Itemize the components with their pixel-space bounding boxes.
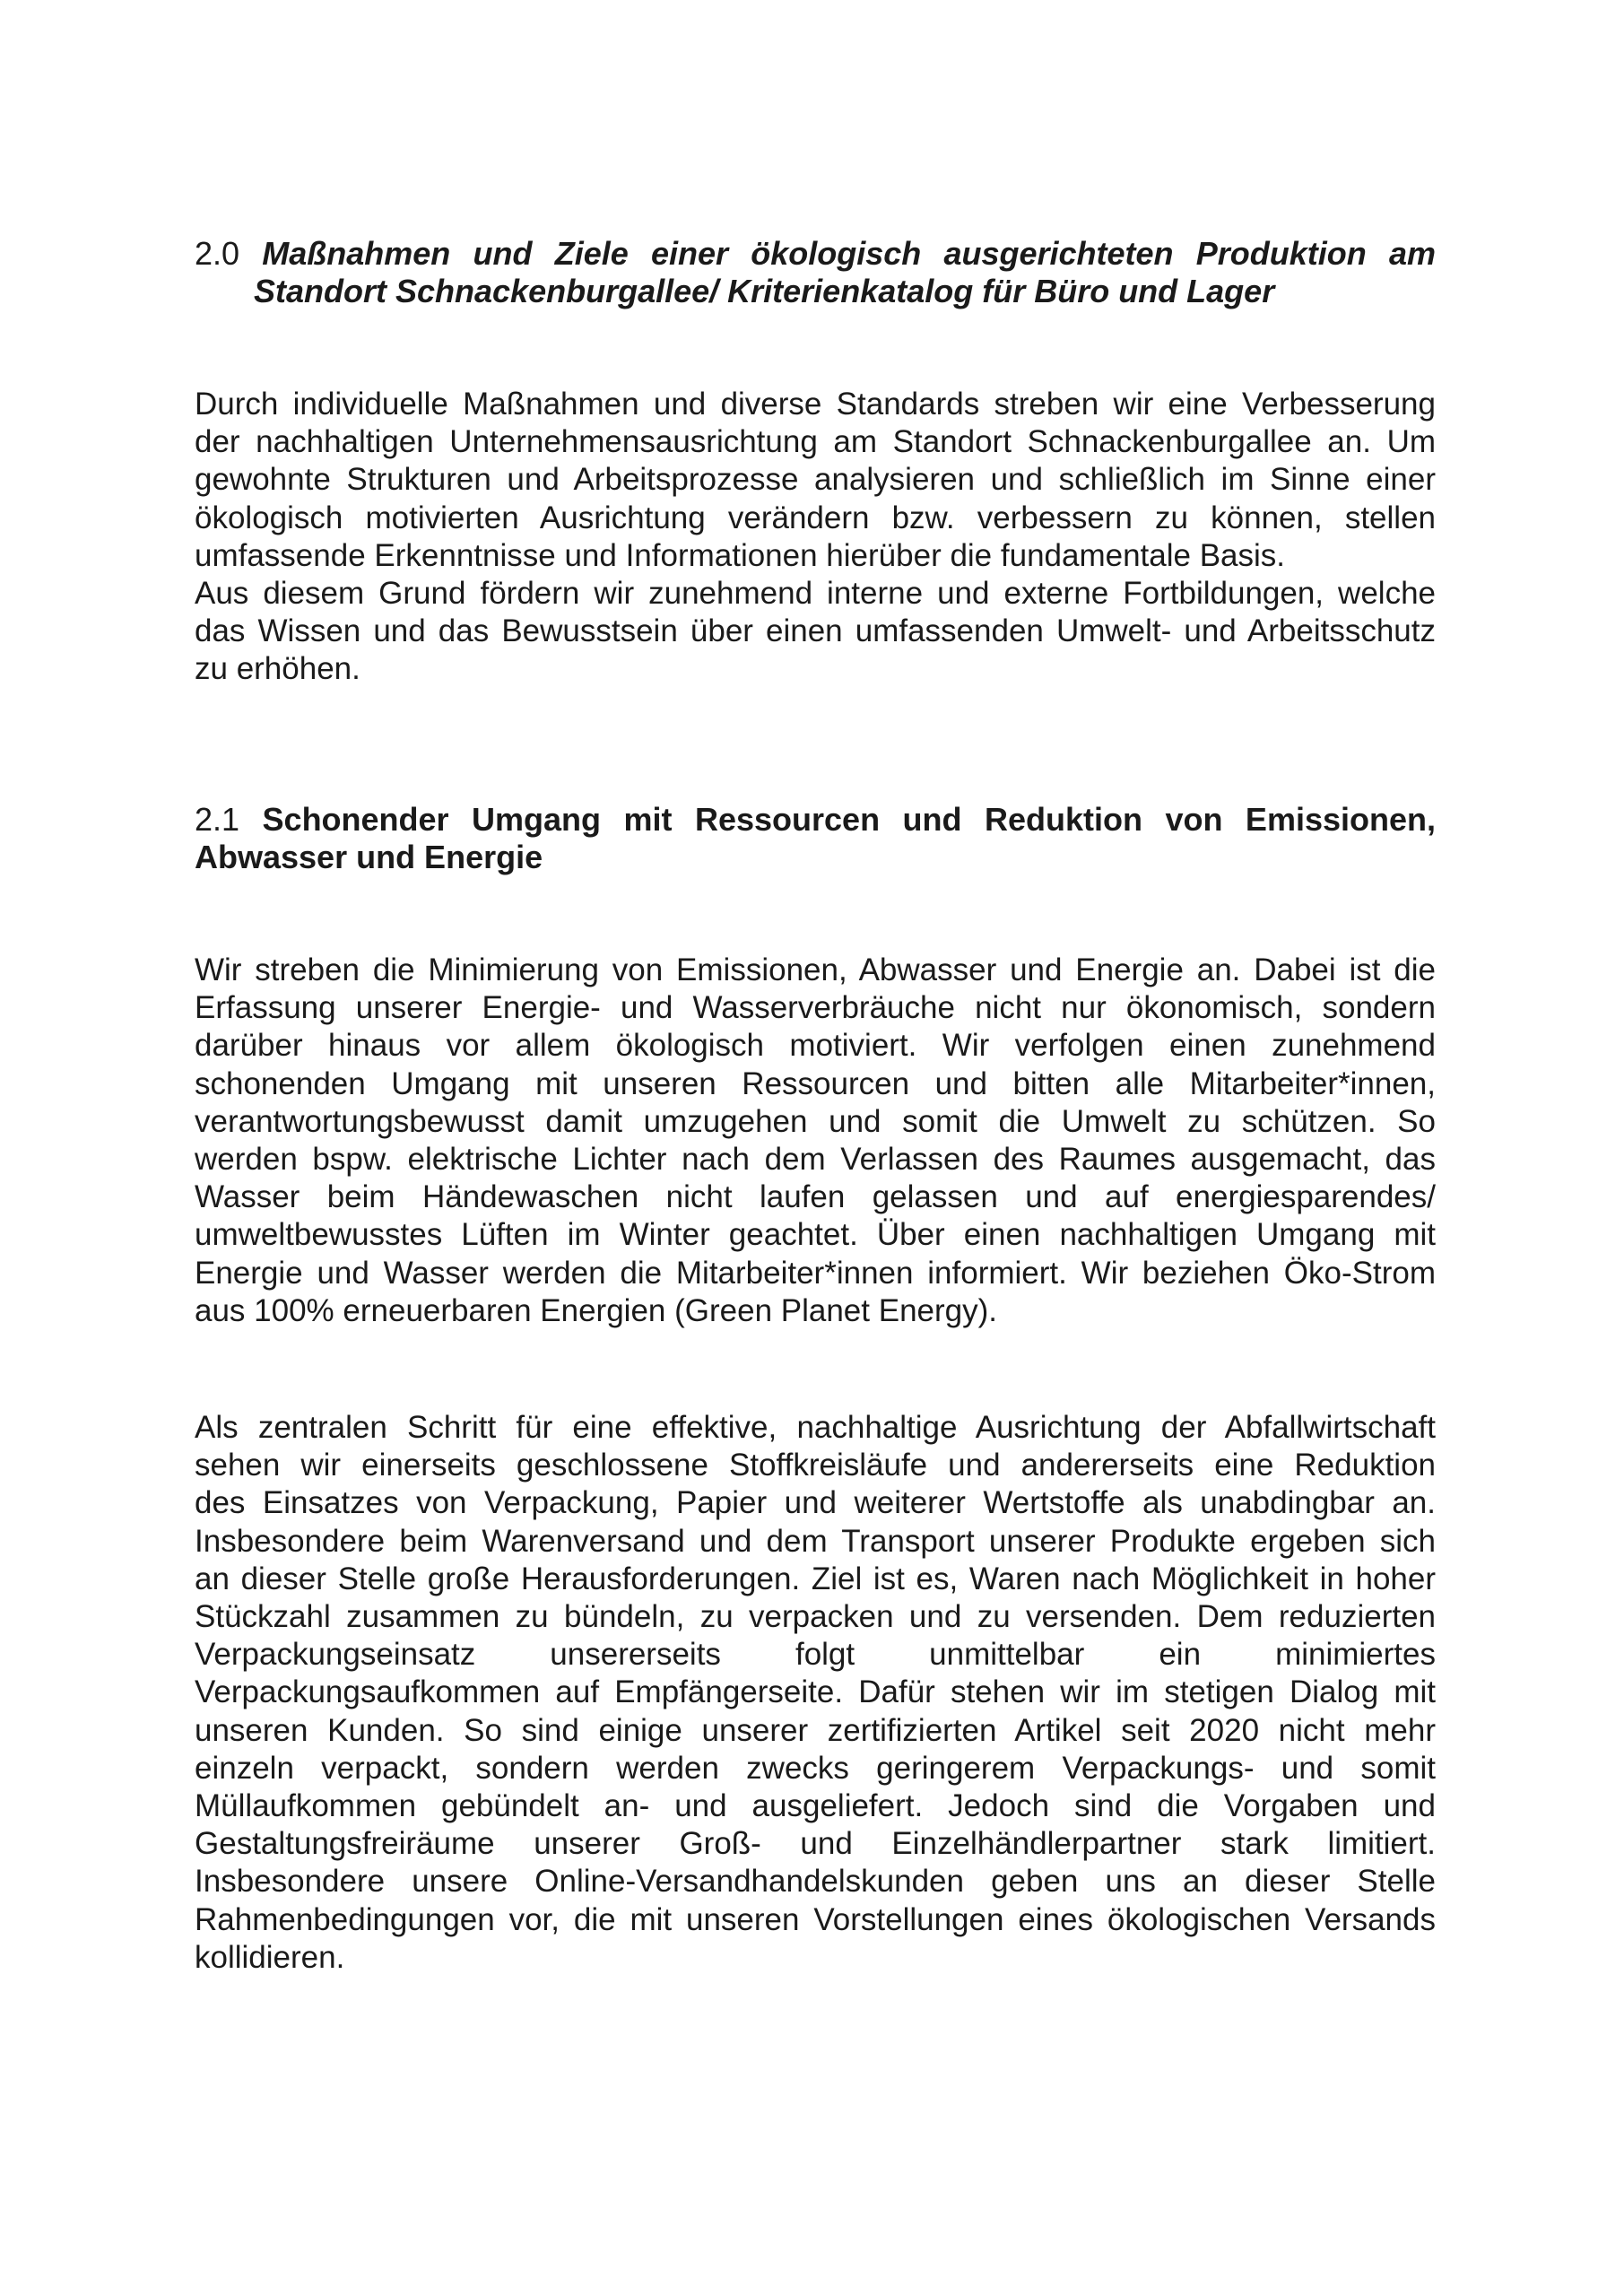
- paragraph-line: werden bspw. elektrische Lichter nach dem Verlassen des Raumes ausgemacht, das: [195, 1142, 1436, 1178]
- section-title: Schonender Umgang mit Ressourcen und Reduktion von Emissionen, Abwasser und Energie: [195, 801, 1436, 875]
- paragraph-intro: [195, 386, 1436, 689]
- paragraph-line: gewohnte Strukturen und Arbeitsprozesse analysieren und schließlich im Sinne einer: [195, 462, 1436, 498]
- paragraph-line: schonenden Umgang mit unseren Ressourcen und bitten alle Mitarbeiter*innen,: [195, 1065, 1436, 1101]
- paragraph-line: der nachhaltigen Unternehmensausrichtung am Standort Schnackenburgallee an. Um: [195, 424, 1436, 460]
- paragraph-line: Gestaltungsfreiräume unserer Groß- und Einzelhändlerpartner stark limitiert.: [195, 1826, 1436, 1862]
- paragraph-resources: [195, 952, 1436, 1330]
- paragraph-line: Stückzahl zusammen zu bündeln, zu verpacken und zu versenden. Dem reduzierten: [195, 1599, 1436, 1635]
- paragraph-line: umweltbewusstes Lüften im Winter geachtet. Über einen nachhaltigen Umgang mit: [195, 1217, 1436, 1253]
- paragraph-line: das Wissen und das Bewusstsein über einen umfassenden Umwelt- und Arbeitsschutz: [195, 613, 1436, 649]
- section-number: 2.0: [195, 235, 240, 272]
- paragraph-line: zu erhöhen.: [195, 651, 360, 687]
- paragraph-line: aus 100% erneuerbaren Energien (Green Planet Energy).: [195, 1292, 997, 1328]
- paragraph-line: Energie und Wasser werden die Mitarbeiter*innen informiert. Wir beziehen Öko-Strom: [195, 1255, 1436, 1291]
- paragraph-line: Verpackungsaufkommen auf Empfängerseite. Dafür stehen wir im stetigen Dialog mit: [195, 1674, 1436, 1710]
- section-number: 2.1: [195, 801, 240, 838]
- paragraph-line: sehen wir einerseits geschlossene Stoffkreisläufe und andererseits eine Reduktion: [195, 1448, 1436, 1483]
- paragraph-waste: [195, 1409, 1436, 1977]
- paragraph-line: verantwortungsbewusst damit umzugehen und somit die Umwelt zu schützen. So: [195, 1103, 1436, 1139]
- section-heading-2-0: [195, 235, 1436, 310]
- paragraph-line: ökologisch motivierten Ausrichtung verändern bzw. verbessern zu können, stellen: [195, 500, 1436, 535]
- paragraph-line: Wasser beim Händewaschen nicht laufen gelassen und auf energiesparendes/: [195, 1179, 1436, 1215]
- section-heading-2-1: [195, 801, 1436, 876]
- paragraph-line: Aus diesem Grund fördern wir zunehmend interne und externe Fortbildungen, welche: [195, 576, 1436, 612]
- paragraph-line: an dieser Stelle große Herausforderungen. Ziel ist es, Waren nach Möglichkeit in hoher: [195, 1561, 1436, 1596]
- paragraph-line: kollidieren.: [195, 1939, 345, 1975]
- paragraph-line: Durch individuelle Maßnahmen und diverse Standards streben wir eine Verbesserung: [195, 387, 1436, 422]
- paragraph-line: umfassende Erkenntnisse und Informationen hierüber die fundamentale Basis.: [195, 537, 1286, 573]
- paragraph-line: Müllaufkommen gebündelt an- und ausgeliefert. Jedoch sind die Vorgaben und: [195, 1788, 1436, 1824]
- paragraph-line: unseren Kunden. So sind einige unserer zertifizierten Artikel seit 2020 nicht mehr: [195, 1712, 1436, 1748]
- paragraph-line: Insbesondere unsere Online-Versandhandelskunden geben uns an dieser Stelle: [195, 1864, 1436, 1900]
- paragraph-line: Insbesondere beim Warenversand und dem Transport unserer Produkte ergeben sich: [195, 1523, 1436, 1559]
- paragraph-line: darüber hinaus vor allem ökologisch motiviert. Wir verfolgen einen zunehmend: [195, 1028, 1436, 1064]
- paragraph-line: Verpackungseinsatz unsererseits folgt unmittelbar ein minimiertes: [195, 1637, 1436, 1673]
- paragraph-line: Erfassung unserer Energie- und Wasserverbräuche nicht nur ökonomisch, sondern: [195, 990, 1436, 1026]
- paragraph-line: Als zentralen Schritt für eine effektive, nachhaltige Ausrichtung der Abfallwirtschaft: [195, 1410, 1436, 1445]
- paragraph-line: des Einsatzes von Verpackung, Papier und weiterer Wertstoffe als unabdingbar an.: [195, 1485, 1436, 1521]
- paragraph-line: Rahmenbedingungen vor, die mit unseren Vorstellungen eines ökologischen Versands: [195, 1901, 1436, 1937]
- paragraph-line: Wir streben die Minimierung von Emissionen, Abwasser und Energie an. Dabei ist die: [195, 952, 1436, 987]
- paragraph-line: einzeln verpackt, sondern werden zwecks geringerem Verpackungs- und somit: [195, 1750, 1436, 1786]
- section-title: Maßnahmen und Ziele einer ökologisch ausgerichteten Produktion am Standort Schnackenburgallee/ Kriterienkatalog für Büro und Lager: [254, 235, 1436, 309]
